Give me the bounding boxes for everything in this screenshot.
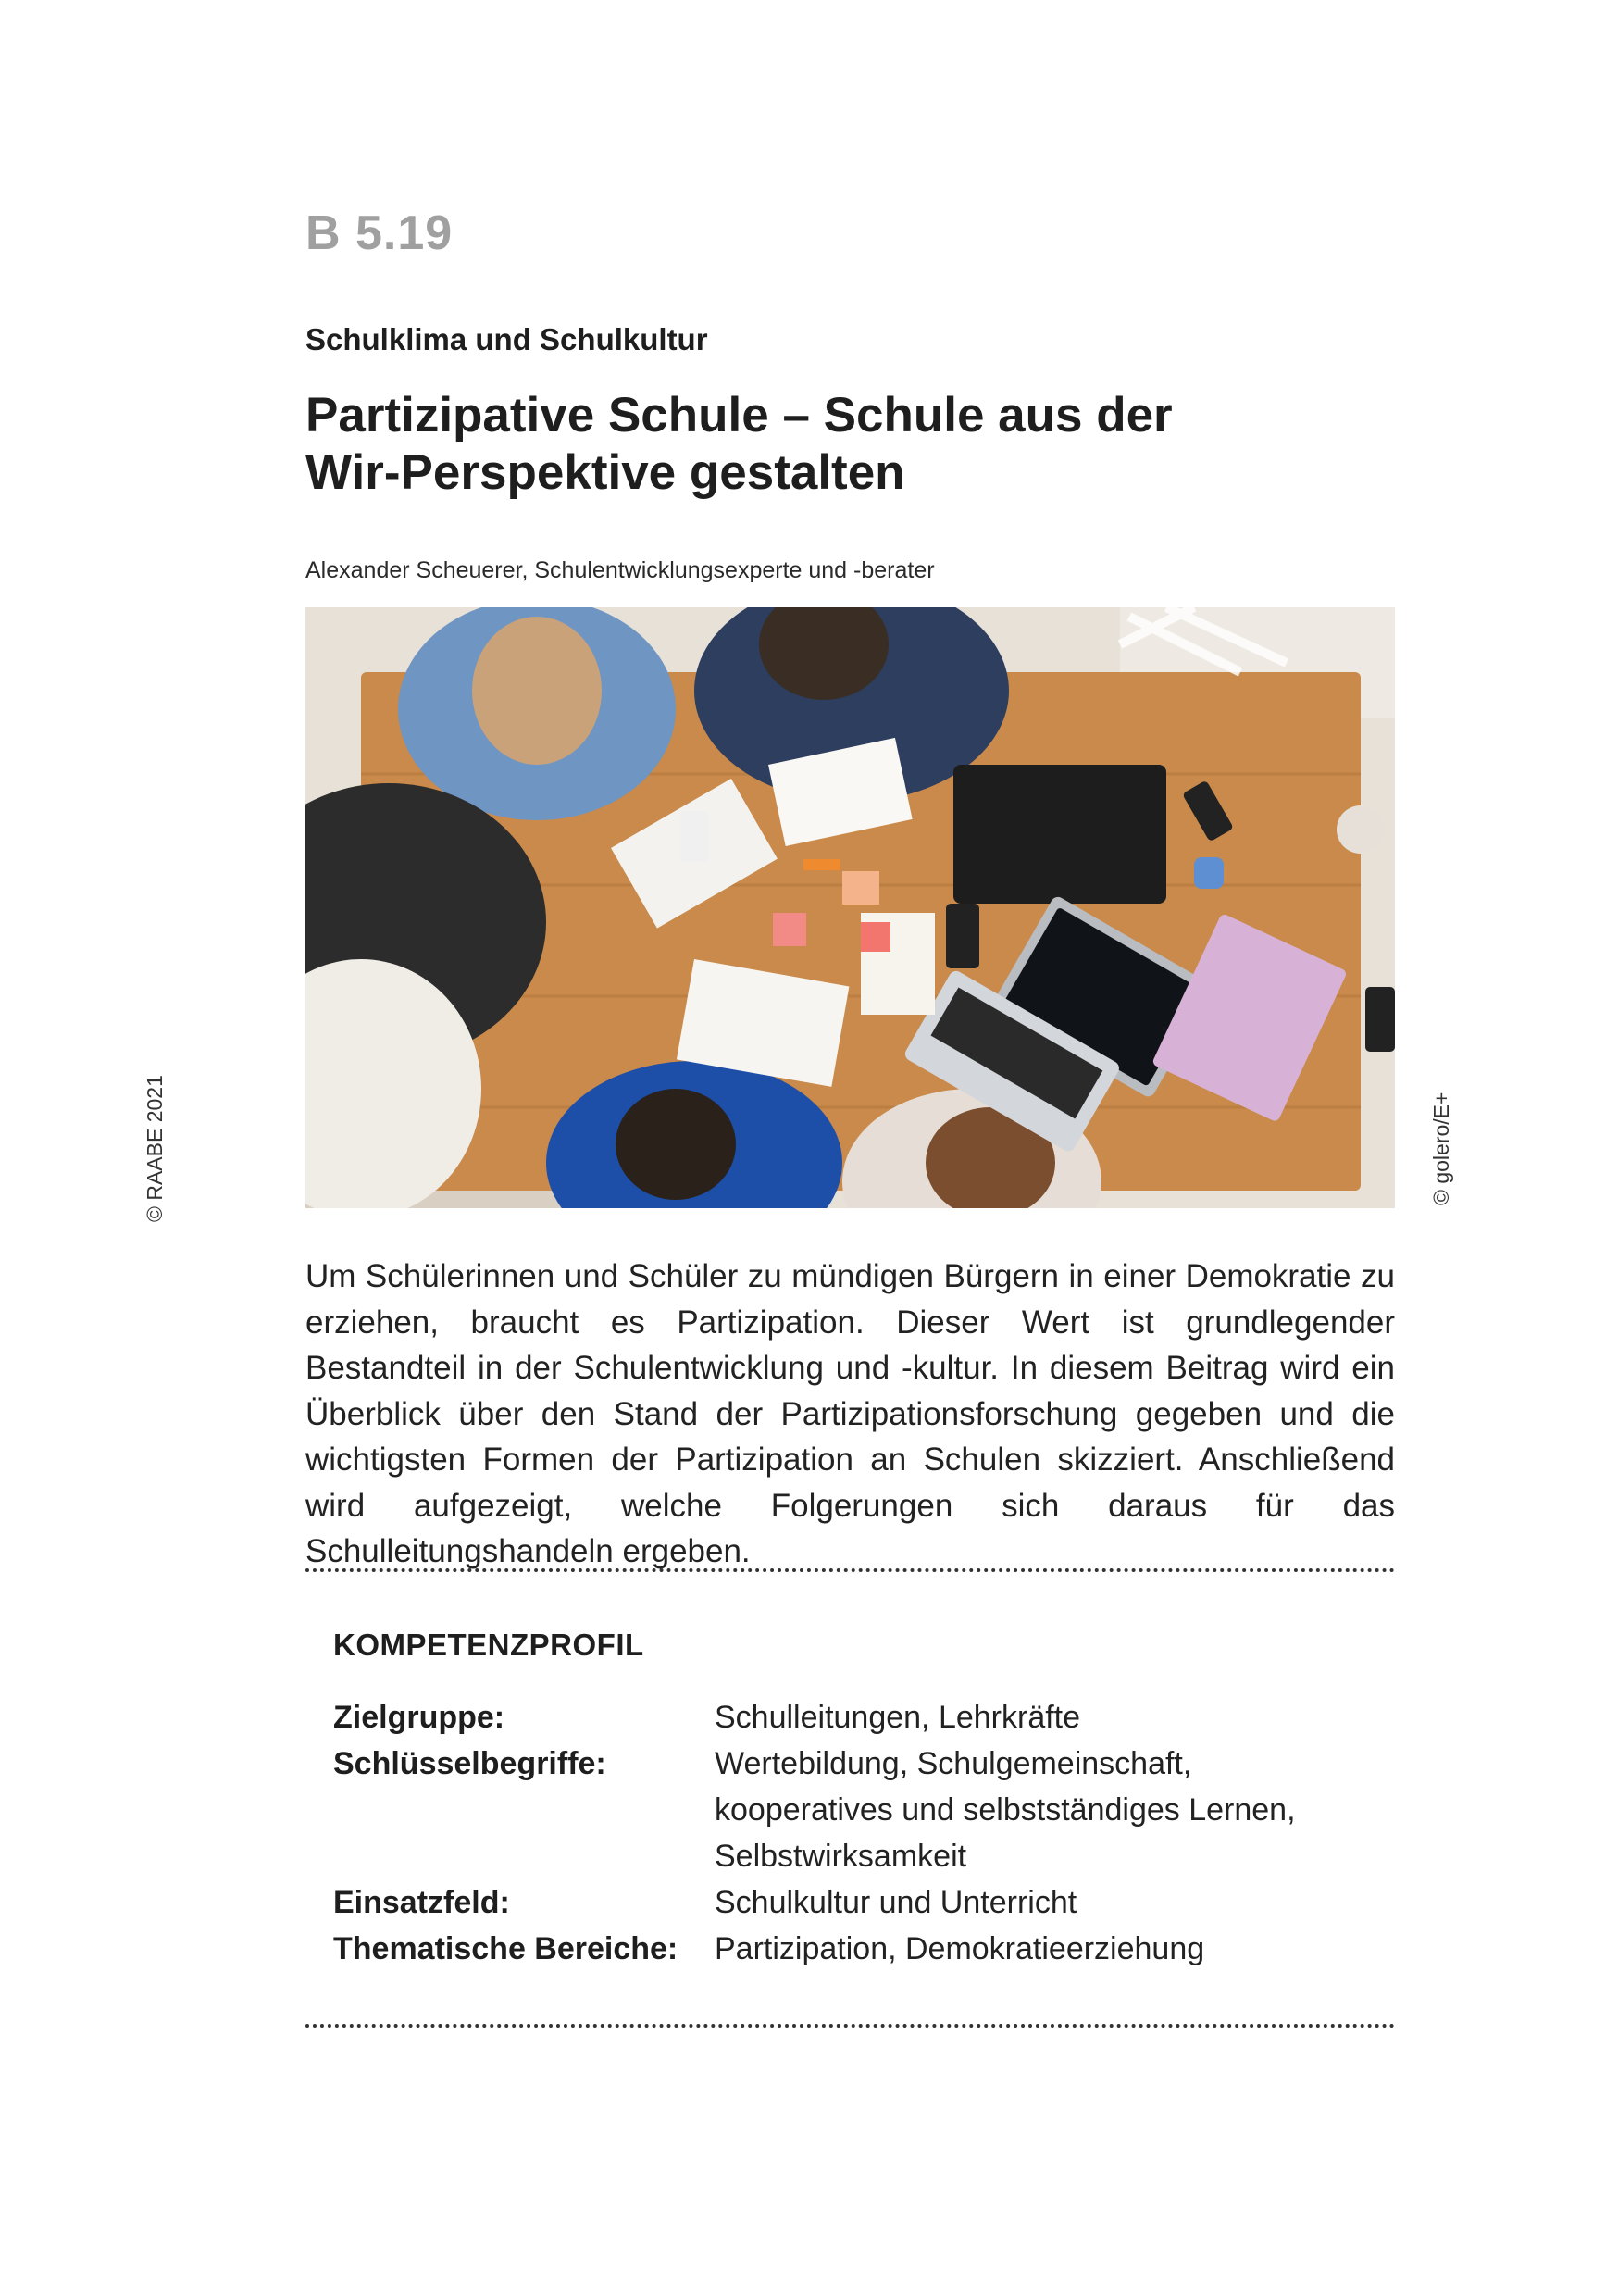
title-line-2: Wir-Perspektive gestalten (305, 445, 905, 500)
copyright-notice: © RAABE 2021 (143, 1075, 167, 1222)
profile-label: Einsatzfeld: (333, 1885, 510, 1920)
profile-value-line: kooperatives und selbstständiges Lernen, (715, 1792, 1296, 1828)
profile-value (715, 1926, 1363, 1972)
title-line-1: Partizipative Schule – Schule aus der (305, 388, 1173, 443)
profile-value-line: Partizipation, Demokratieerziehung (715, 1931, 1205, 1966)
profile-label: Schlüsselbegriffe: (333, 1746, 606, 1781)
profile-value-line: Schulkultur und Unterricht (715, 1885, 1077, 1920)
section-kicker: Schulklima und Schulkultur (305, 322, 708, 356)
competence-profile-heading: KOMPETENZPROFIL (333, 1628, 644, 1662)
teamwork-photo (305, 607, 1395, 1208)
document-number: B 5.19 (305, 206, 454, 260)
profile-row-target-group (333, 1694, 1363, 1741)
teamwork-illustration (305, 607, 1395, 1208)
photo-credit: © golero/E+ (1429, 1092, 1453, 1205)
page-title (305, 387, 1388, 502)
profile-value-line: Schulleitungen, Lehrkräfte (715, 1700, 1081, 1735)
profile-label: Zielgruppe: (333, 1700, 505, 1735)
profile-row-field-of-use (333, 1879, 1363, 1926)
profile-value (715, 1879, 1363, 1926)
dotted-divider-top (305, 1568, 1395, 1572)
competence-profile-table (333, 1694, 1363, 1972)
profile-row-key-terms (333, 1741, 1363, 1879)
intro-paragraph: Um Schülerinnen und Schüler zu mündigen Bürgern in einer Demokratie zu erziehen, braucht es Partizipation. Dieser Wert ist grundlegender Bestandteil in der Schulentwicklung und -kultur. In diesem Beitrag wird ein Überblick über den Stand der Partizipationsforschung gegeben und die wichtigsten Formen der Partizipation an Schulen skizziert. Anschließend wird aufgezeigt, welche Folgerungen sich daraus für das Schulleitungshandeln ergeben. (305, 1258, 1395, 1569)
profile-value-line: Wertebildung, Schulgemeinschaft, (715, 1746, 1192, 1781)
author-line: Alexander Scheuerer, Schulentwicklungsexperte und -berater (305, 557, 935, 583)
profile-label: Thematische Bereiche: (333, 1931, 678, 1966)
profile-value (715, 1741, 1363, 1879)
profile-value-line: Selbstwirksamkeit (715, 1839, 967, 1874)
profile-row-topics (333, 1926, 1363, 1972)
dotted-divider-bottom (305, 2024, 1395, 2028)
profile-value (715, 1694, 1363, 1741)
